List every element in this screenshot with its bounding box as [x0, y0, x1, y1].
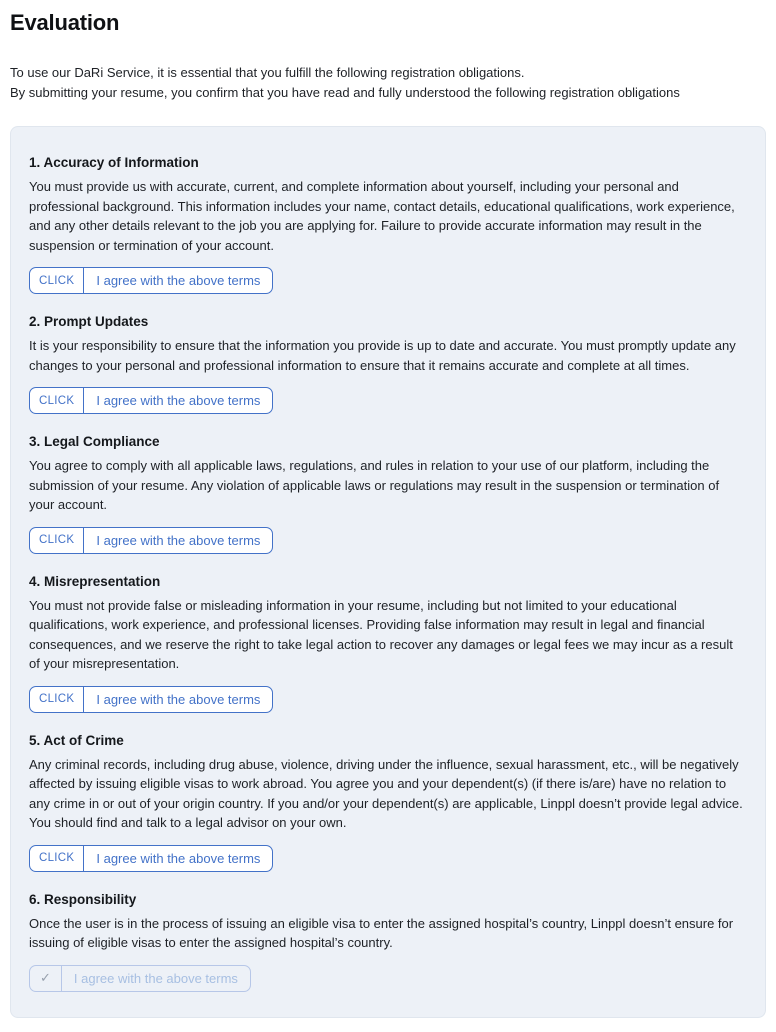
agree-button-3[interactable]: [29, 527, 273, 554]
agree-label: I agree with the above terms: [96, 691, 261, 707]
click-label: CLICK: [39, 693, 75, 705]
agree-label: I agree with the above terms: [96, 393, 261, 408]
agree-label: I agree with the above terms: [96, 532, 261, 548]
click-label: CLICK: [39, 394, 75, 407]
term-section-1: [29, 154, 747, 294]
term-section-4: [29, 573, 747, 713]
term-body-6: Once the user is in the process of issuing an eligible visa to enter the assigned hospital’s country, Linppl doesn’t ensure for issuing of eligible visas to enter the assigned hospital’s country.: [29, 915, 734, 950]
term-heading-2: 2. Prompt Updates: [29, 314, 149, 329]
terms-card: [10, 126, 766, 1018]
agree-button-5[interactable]: [29, 845, 273, 872]
click-label: CLICK: [39, 852, 75, 864]
agree-label: I agree with the above terms: [73, 970, 238, 986]
term-body-4: You must not provide false or misleading information in your resume, including but not limited to your educational qualifications, work experience, and professional licenses. Providing false information may result in legal and financial consequences, and we reserve the right to take legal action to recover any damages or legal fees we may incur as a result of your misrepresentation.: [29, 597, 733, 671]
click-label: CLICK: [39, 534, 75, 546]
agree-button-2[interactable]: [29, 387, 273, 414]
term-body-3: You agree to comply with all applicable laws, regulations, and rules in relation to your use of our platform, including the submission of your resume. Any violation of applicable laws or regulations may result in the suspension or termination of your account.: [29, 458, 720, 512]
term-body-2: It is your responsibility to ensure that the information you provide is up to date and accurate. You must promptly update any changes to your personal and professional information to ensure that it remains accurate and complete at all times.: [29, 338, 736, 373]
term-body-1: You must provide us with accurate, current, and complete information about yourself, including your personal and professional background. This information includes your name, contact details, educational qualifications, work experience, and any other details relevant to the job you are applying for. Failure to provide accurate information may result in the suspension or termination of your account.: [29, 179, 735, 253]
agree-label: I agree with the above terms: [96, 850, 261, 866]
intro-text: [10, 63, 766, 103]
term-heading-4: 4. Misrepresentation: [29, 573, 161, 589]
intro-line-1: To use our DaRi Service, it is essential that you fulfill the following registration obligations.: [10, 65, 525, 80]
intro-line-2: By submitting your resume, you confirm that you have read and fully understood the following registration obligations: [10, 85, 680, 100]
term-section-3: [29, 433, 747, 554]
agree-button-6-agreed: [29, 965, 251, 992]
agree-label: I agree with the above terms: [96, 273, 261, 288]
term-heading-1: 1. Accuracy of Information: [29, 155, 199, 170]
term-heading-6: 6. Responsibility: [29, 891, 137, 907]
click-label: CLICK: [39, 274, 75, 287]
term-heading-3: 3. Legal Compliance: [29, 434, 160, 449]
term-section-2: [29, 313, 747, 414]
agree-button-4[interactable]: [29, 686, 273, 713]
agree-button-1[interactable]: [29, 267, 273, 294]
check-icon: ✓: [40, 970, 51, 985]
term-heading-5: 5. Act of Crime: [29, 732, 124, 748]
term-section-5: [29, 732, 747, 872]
term-section-6: [29, 891, 747, 992]
page-title: Evaluation: [10, 10, 120, 35]
term-body-5: Any criminal records, including drug abuse, violence, driving under the influence, sexual harassment, etc., will be negatively affected by issuing eligible visas to work abroad. You agree you and your dependent(s) (if there is/are) have no relation to any crime in or out of your origin country. If you and/or your dependent(s) are applicable, Linppl doesn’t provide legal advice. You should find and talk to a legal advisor on your own.: [29, 756, 743, 830]
